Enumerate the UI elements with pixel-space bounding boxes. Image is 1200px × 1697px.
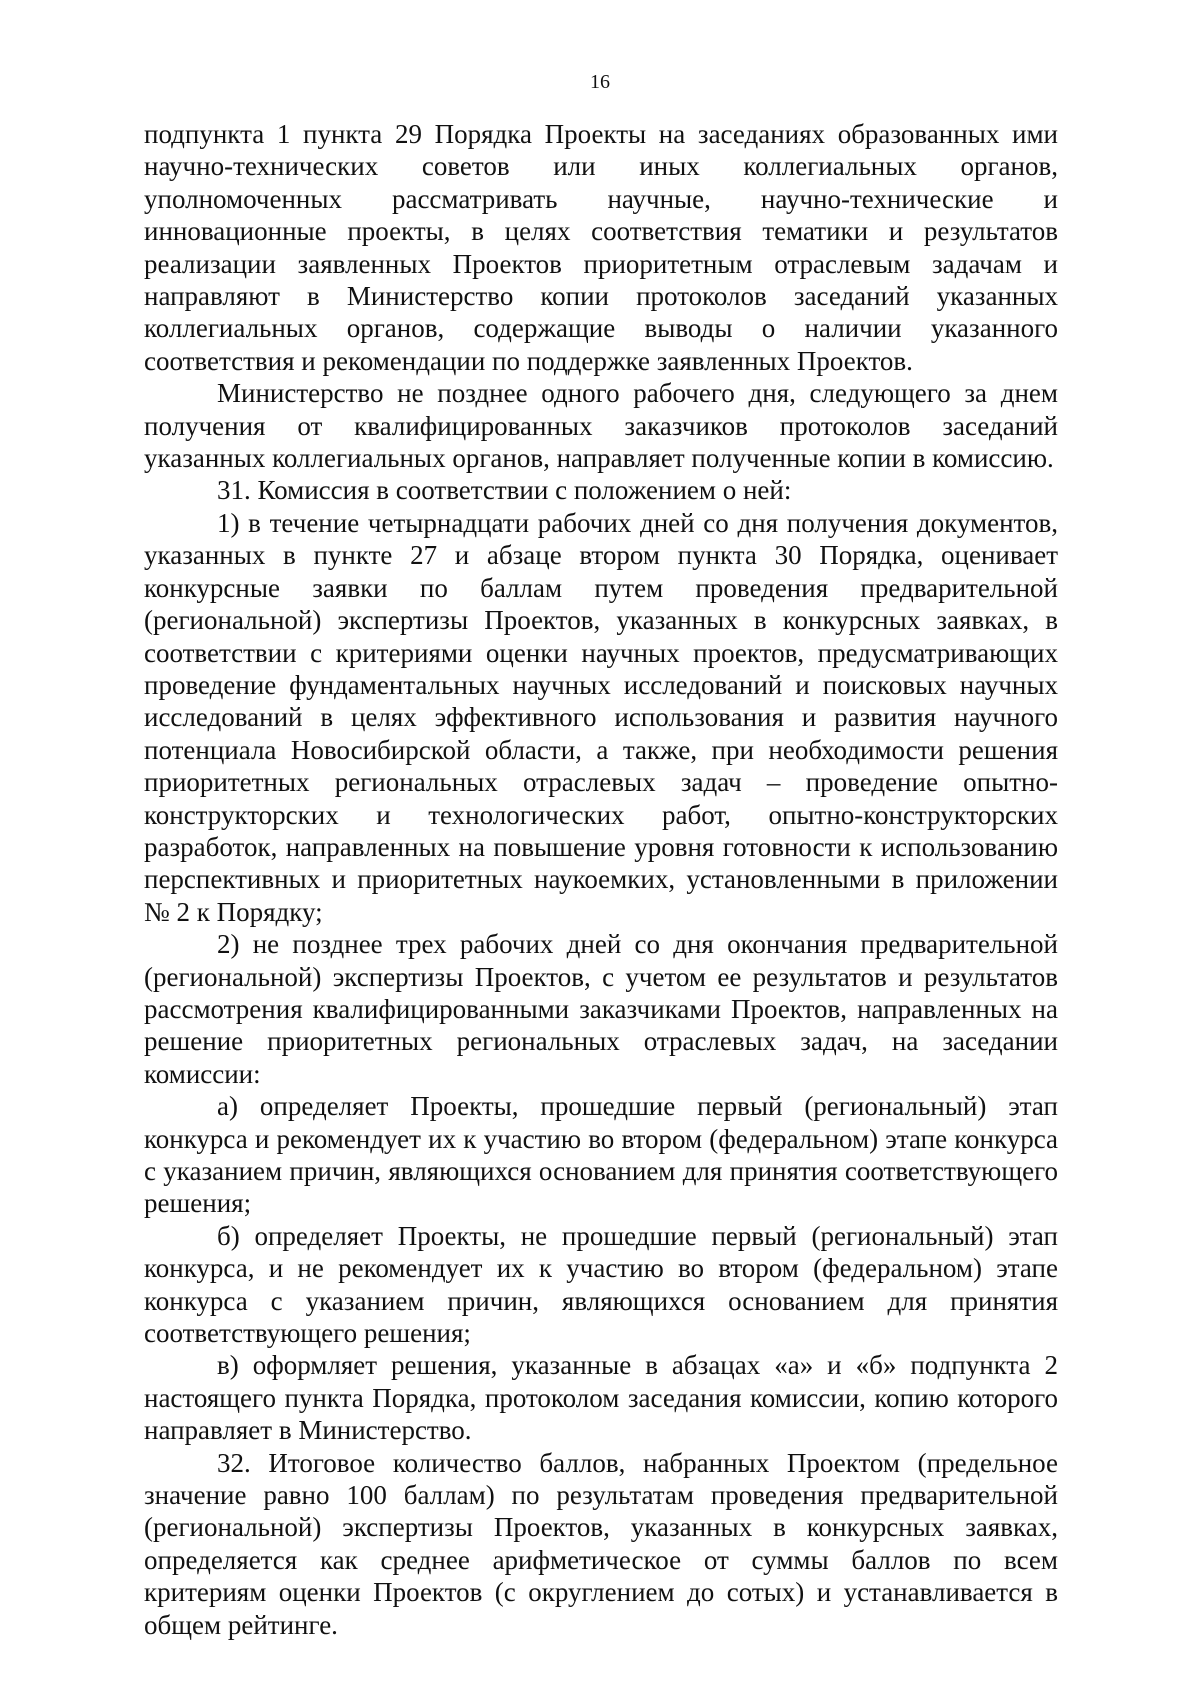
paragraph-9: 32. Итоговое количество баллов, набранных Проектом (предельное значение равно 100 баллам) по результатам проведения предварительной (региональной) экспертизы Проектов, указанных в конкурсных заявках, определяется как среднее арифметическое от суммы баллов по всем критериям оценки Проектов (с округлением до сотых) и устанавливается в общем рейтинге. bbox=[144, 1447, 1058, 1640]
paragraph-4: 1) в течение четырнадцати рабочих дней со дня получения документов, указанных в пункте 27 и абзаце втором пункта 30 Порядка, оценивает конкурсные заявки по баллам путем проведения предварительной (региональной) экспертизы Проектов, указанных в конкурсных заявках, в соответствии с критериями оценки научных проектов, предусматривающих проведение фундаментальных научных исследований и поисковых научных исследований в целях эффективного использования и развития научного потенциала Новосибирской области, а также, при необходимости решения приоритетных региональных отраслевых задач – проведение опытно-конструкторских и технологических работ, опытно-конструкторских разработок, направленных на повышение уровня готовности к использованию перспективных и приоритетных наукоемких, установленными в приложении № 2 к Порядку; bbox=[144, 507, 1058, 927]
paragraph-8: в) оформляет решения, указанные в абзацах «а» и «б» подпункта 2 настоящего пункта Порядка, протоколом заседания комиссии, копию которого направляет в Министерство. bbox=[144, 1350, 1058, 1446]
paragraph-7: б) определяет Проекты, не прошедшие первый (региональный) этап конкурса, и не рекомендует их к участию во втором (федеральном) этапе конкурса с указанием причин, являющихся основанием для принятия соответствующего решения; bbox=[144, 1220, 1058, 1349]
paragraph-6: а) определяет Проекты, прошедшие первый (региональный) этап конкурса и рекомендует их к участию во втором (федеральном) этапе конкурса с указанием причин, являющихся основанием для принятия соответствующего решения; bbox=[144, 1091, 1058, 1219]
paragraph-5: 2) не позднее трех рабочих дней со дня окончания предварительной (региональной) экспертизы Проектов, с учетом ее результатов и результатов рассмотрения квалифицированными заказчиками Проектов, направленных на решение приоритетных региональных отраслевых задач, на заседании комиссии: bbox=[144, 929, 1058, 1089]
page-number: 16 bbox=[590, 71, 610, 93]
paragraph-1: подпункта 1 пункта 29 Порядка Проекты на заседаниях образованных ими научно-технических советов или иных коллегиальных органов, уполномоченных рассматривать научные, научно-технические и инновационные проекты, в целях соответствия тематики и результатов реализации заявленных Проектов приоритетным отраслевым задачам и направляют в Министерство копии протоколов заседаний указанных коллегиальных органов, содержащие выводы о наличии указанного соответствия и рекомендации по поддержке заявленных Проектов. bbox=[144, 119, 1058, 376]
document-body bbox=[144, 118, 1058, 1641]
paragraph-2: Министерство не позднее одного рабочего дня, следующего за днем получения от квалифицированных заказчиков протоколов заседаний указанных коллегиальных органов, направляет полученные копии в комиссию. bbox=[144, 378, 1058, 474]
paragraph-3: 31. Комиссия в соответствии с положением о ней: bbox=[217, 475, 792, 506]
